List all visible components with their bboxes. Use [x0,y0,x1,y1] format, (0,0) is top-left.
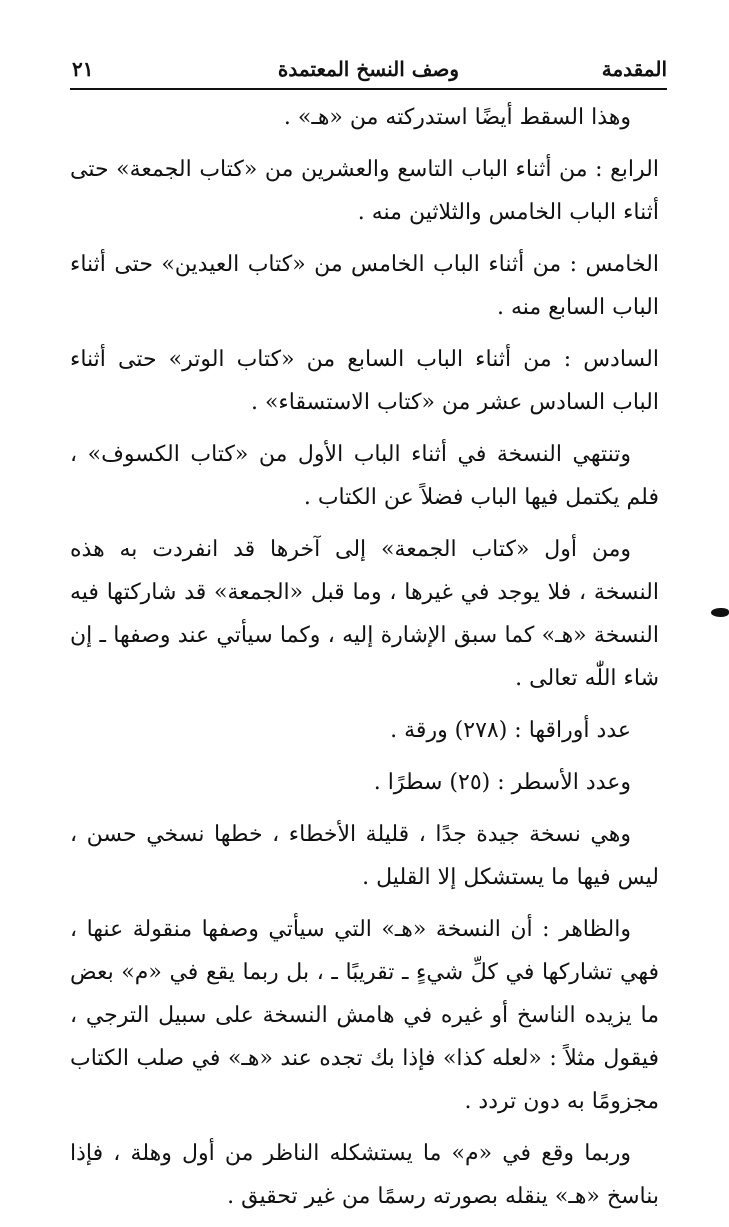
paragraph-fourth-gap: الرابع : من أثناء الباب التاسع والعشرين من «كتاب الجمعة» حتى أثناء الباب الخامس والثلاثين منه . [70,157,659,225]
margin-ink-mark [711,608,729,617]
body-text [70,96,659,1227]
header-title: وصف النسخ المعتمدة [277,57,460,81]
paragraph-quality: وهي نسخة جيدة جدًا ، قليلة الأخطاء ، خطها نسخي حسن ، ليس فيها ما يستشكل إلا القليل . [70,822,659,890]
paragraph-folio-count: عدد أوراقها : (٢٧٨) ورقة . [390,718,631,743]
paragraph-manuscript-end: وتنتهي النسخة في أثناء الباب الأول من «كتاب الكسوف» ، فلم يكتمل فيها الباب فضلاً عن الكتاب . [70,442,659,510]
paragraph-relation-to-he: والظاهر : أن النسخة «هـ» التي سيأتي وصفها منقولة عنها ، فهي تشاركها في كلِّ شيءٍ ـ تقريبًا ـ ، بل ربما يقع في «م» بعض ما يزيده الناسخ أو غيره في هامش النسخة على سبيل الترجي ، فيقول مثلاً : «لعله كذا» فإذا بك تجده عند «هـ» في صلب الكتاب مجزومًا به دون تردد . [70,917,659,1114]
header-section-name: المقدمة [601,57,667,81]
page-number: ٢١ [72,57,94,81]
paragraph-line-count: وعدد الأسطر : (٢٥) سطرًا . [373,770,631,795]
paragraph-omission-note: وهذا السقط أيضًا استدركته من «هـ» . [283,105,631,130]
header-rule [70,88,667,90]
paragraph-copyist-note: وربما وقع في «م» ما يستشكله الناظر من أول وهلة ، فإذا بناسخ «هـ» ينقله بصورته رسمًا من غير تحقيق . [70,1141,659,1209]
paragraph-unique-portion: ومن أول «كتاب الجمعة» إلى آخرها قد انفردت به هذه النسخة ، فلا يوجد في غيرها ، وما قبل «الجمعة» قد شاركتها فيه النسخة «هـ» كما سبق الإشارة إليه ، وكما سيأتي عند وصفها ـ إن شاء اللّٰه تعالى . [70,537,659,691]
running-header [70,52,667,86]
paragraph-fifth-gap: الخامس : من أثناء الباب الخامس من «كتاب العيدين» حتى أثناء الباب السابع منه . [70,252,659,320]
paragraph-sixth-gap: السادس : من أثناء الباب السابع من «كتاب الوتر» حتى أثناء الباب السادس عشر من «كتاب الاستسقاء» . [70,347,659,415]
